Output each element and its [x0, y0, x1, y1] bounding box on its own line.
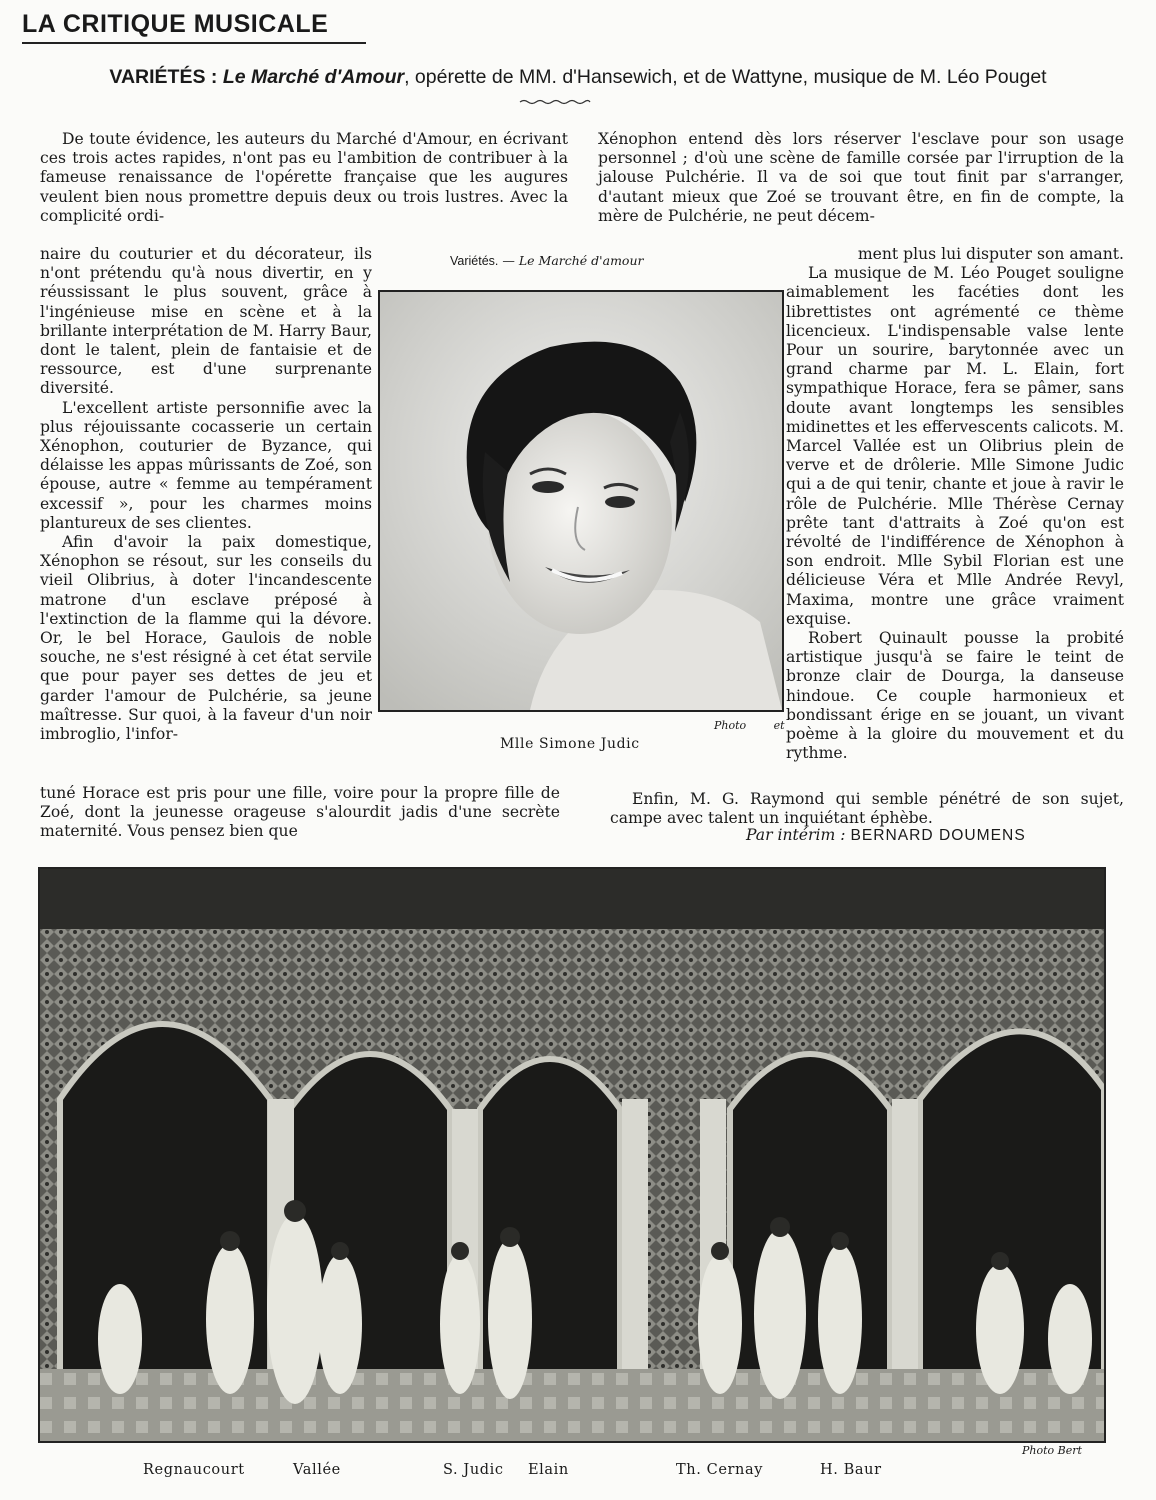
- article-paragraph-5: La musique de M. Léo Pouget souligne aimablement les facéties dont les librettistes ont agrémenté ce thème licencieux. L'indispensable valse lente Pour un sourire, barytonnée avec un grand charme par M. L. Elain, fort sympathique Horace, fera se pâmer, sans doute avant longtemps les sensibles midinettes et les effervescents calicots. M. Marcel Vallée est un Olibrius plein de verve et de drôlerie. Mlle Simone Judic qui a de qui tenir, chante et joue à ravir le rôle de Pulchérie. Mlle Thérèse Cernay prête tant d'attraits à Zoé qu'on est révolté de l'indifférence de Xénophon à son endroit. Mlle Sybil Florian est une délicieuse Véra et Mlle Andrée Revyl, Maxima, montre une grâce vraiment exquise.: [786, 264, 1124, 628]
- portrait-credit-text: Photo: [714, 719, 747, 732]
- portrait-image: [380, 292, 782, 710]
- portrait-credit-mark: et: [773, 719, 785, 732]
- article-paragraph-1-continued: naire du couturier et du décorateur, ils n'ont prétendu qu'à nous divertir, en y réussissant le plus souvent, grâce à l'ingénieuse mise en scène et à la brillante interprétation de M. Harry Baur, dont le talent, plein de fantaisie et de ressource, est d'une surprenante diversité.: [40, 245, 372, 398]
- byline-author: BERNARD DOUMENS: [850, 827, 1026, 844]
- caption-title: Le Marché d'amour: [518, 253, 644, 268]
- cast-label-4: Elain: [528, 1462, 569, 1478]
- article-column-right-top: [598, 130, 1124, 226]
- article-column-right-bottom: [610, 790, 1124, 828]
- byline-prefix: Par intérim :: [746, 826, 846, 844]
- cast-label-1: Regnaucourt: [143, 1462, 245, 1478]
- byline: [746, 826, 1026, 845]
- caption-venue: Variétés.: [450, 254, 499, 268]
- cast-label-6: H. Baur: [820, 1462, 882, 1478]
- portrait-caption-top: [450, 253, 643, 268]
- cast-label-2: Vallée: [293, 1462, 341, 1478]
- article-column-left: [40, 245, 372, 744]
- cast-label-3: S. Judic: [443, 1462, 504, 1478]
- headline-theatre: VARIÉTÉS :: [109, 66, 218, 88]
- article-column-left-bottom: [40, 784, 560, 842]
- stage-photo-credit: Photo Bert: [1022, 1444, 1082, 1457]
- stage-photo: [38, 867, 1106, 1443]
- article-paragraph-7: Enfin, M. G. Raymond qui semble pénétré de son sujet, campe avec talent un inquiétant éphèbe.: [610, 790, 1124, 828]
- stage-scene-image: [40, 869, 1104, 1441]
- caption-separator: —: [498, 253, 519, 268]
- article-paragraph-4: Xénophon entend dès lors réserver l'esclave pour son usage personnel ; d'où une scène de famille corsée par l'irruption de la jalouse Pulchérie. Il va de soi que tout finit par s'arranger, d'autant mieux que Zoé se trouvant être, en fin de compte, la mère de Pulchérie, ne peut décem-: [598, 130, 1124, 225]
- article-paragraph-6: Robert Quinault pousse la probité artistique jusqu'à se faire le teint de bronze clair de Dourga, la danseuse hindoue. Ce couple harmonieux et bondissant érige en se jouant, un vivant poème à la gloire du mouvement et du rythme.: [786, 629, 1124, 763]
- headline-credits: , opérette de MM. d'Hansewich, et de Wattyne, musique de M. Léo Pouget: [404, 66, 1047, 88]
- portrait-photo-credit: [714, 719, 785, 732]
- title-ornament: [518, 98, 592, 106]
- article-paragraph-2: L'excellent artiste personnifie avec la plus réjouissante cocasserie un certain Xénophon, couturier de Byzance, qui délaisse les appas mûrissants de Zoé, son épouse, autre « femme au tempérament excessif », pour les charmes moins plantureux de ses clientes.: [40, 398, 372, 532]
- article-column-left-top: [40, 130, 568, 226]
- portrait-photo: [378, 290, 784, 712]
- headline-work-title: Le Marché d'Amour: [222, 66, 405, 88]
- article-headline: [0, 66, 1156, 89]
- cast-label-5: Th. Cernay: [676, 1462, 764, 1478]
- article-column-right: [786, 245, 1124, 763]
- rubric-underline: [22, 42, 366, 44]
- article-paragraph-4-continued: ment plus lui disputer son amant.: [857, 245, 1124, 263]
- article-paragraph-1: De toute évidence, les auteurs du Marché d'Amour, en écrivant ces trois actes rapides, n'ont pas eu l'ambition de contribuer à la fameuse renaissance de l'opérette française que les augures veulent bien nous promettre depuis deux ou trois lustres. Avec la complicité ordi-: [40, 130, 568, 225]
- portrait-caption: Mlle Simone Judic: [500, 736, 640, 752]
- article-paragraph-3-end: tuné Horace est pris pour une fille, voire pour la propre fille de Zoé, dont la jeunesse orageuse s'alourdit jadis d'une secrète maternité. Vous pensez bien que: [40, 784, 560, 841]
- section-rubric: LA CRITIQUE MUSICALE: [22, 10, 329, 38]
- article-paragraph-3: Afin d'avoir la paix domestique, Xénophon se résout, sur les conseils du vieil Olibrius, à doter l'incandescente matrone d'un esclave préposé à l'extinction de la flamme qui la dévore. Or, le bel Horace, Gaulois de noble souche, ne s'est résigné à cet état servile que pour payer ses dettes de jeu et garder l'amour de Pulchérie, sa jeune maîtresse. Sur quoi, à la faveur d'un noir imbroglio, l'infor-: [40, 533, 372, 744]
